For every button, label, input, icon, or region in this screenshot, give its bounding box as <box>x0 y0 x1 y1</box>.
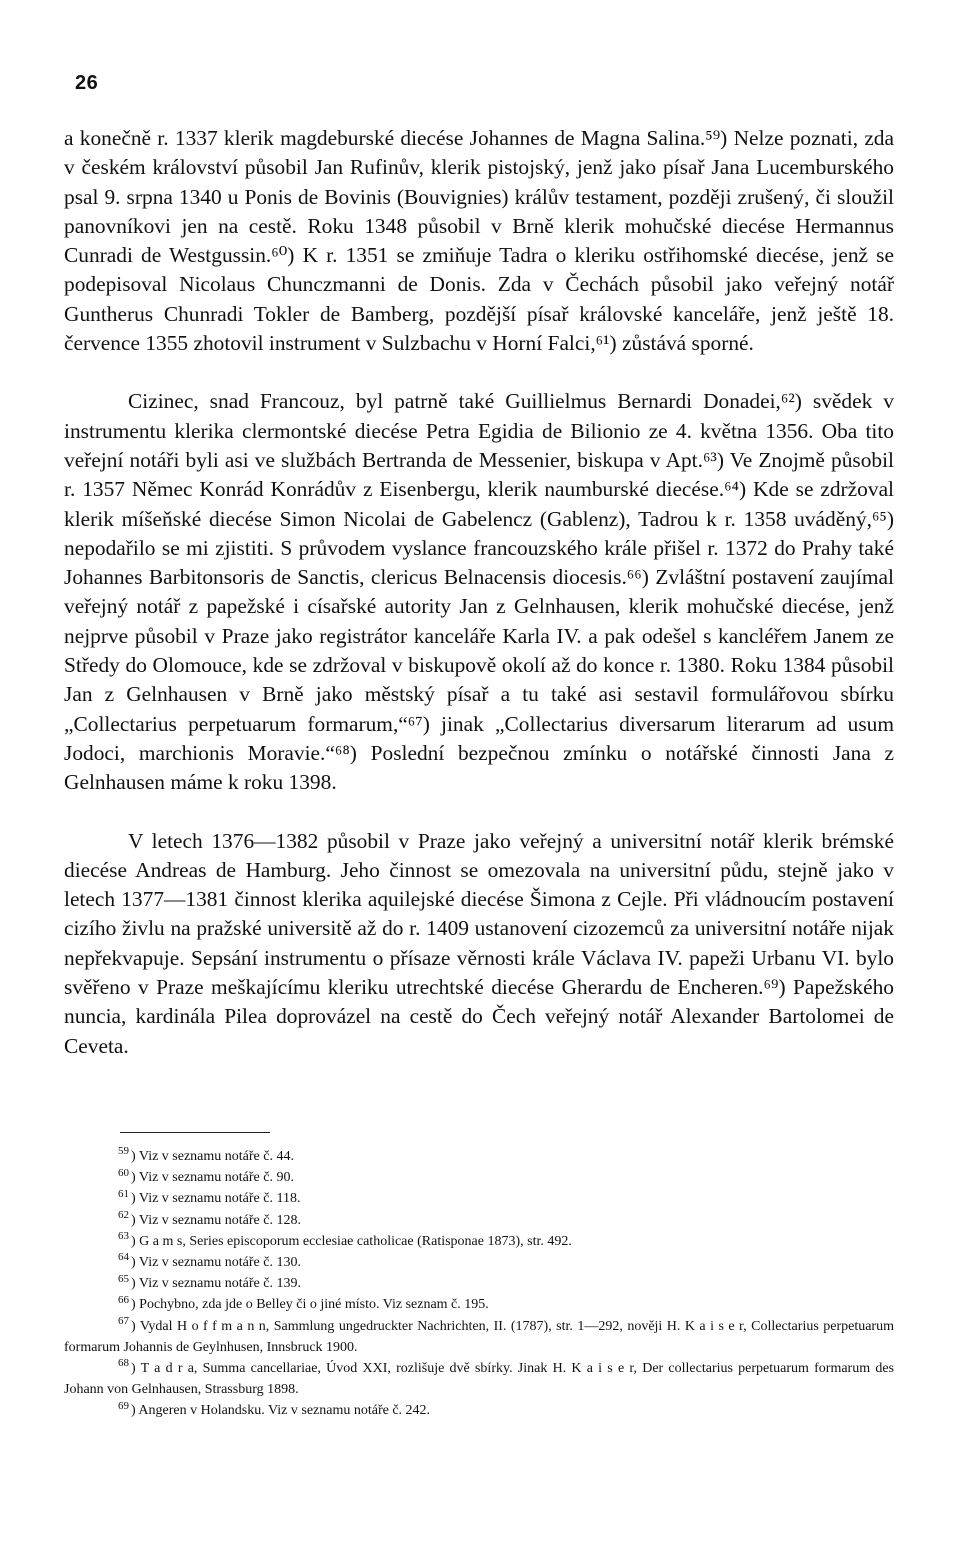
footnote-69: $^{69}$ ) Angeren v Holandsku. Viz v seznamu notáře č. 242. <box>118 1399 431 1419</box>
footnote-60: $^{60}$ ) Viz v seznamu notáře č. 90. <box>118 1166 294 1186</box>
footnote-62: $^{62}$ ) Viz v seznamu notáře č. 128. <box>118 1208 301 1228</box>
paragraph-3: V letech 1376—1382 působil v Praze jako veřejný a universitní notář klerik brémské diecése Andreas de Hamburg. Jeho činnost se omezovala na universitní půdu, stejně jako v letech 1377—1381 činnost klerika aquilejské diecése Šimona z Cejle. Při vládnoucím postavení cizího živlu na pražské universitě až do r. 1409 ustanovení cizozemců za universitní notáře nijak nepřekvapuje. Sepsání instrumentu o přísaze věrnosti krále Václava IV. papeži Urbanu VI. bylo svěřeno v Praze meškajícímu kleriku utrechtské diecése Gherardu de Encheren.⁶⁹) Papežského nuncia, kardinála Pilea doprovázel na cestě do Čech veřejný notář Alexander Bartolomei de Ceveta. <box>64 828 894 1058</box>
paragraph-1: a konečně r. 1337 klerik magdeburské diecése Johannes de Magna Salina.⁵⁹) Nelze poznati, zda v českém království působil Jan Rufinův, klerik pistojský, jenž jako písař Jana Lucemburského psal 9. srpna 1340 u Ponis de Bovinis (Bouvignies) králův testament, později zrušený, či sloužil panovníkovi jen na cestě. Roku 1348 působil v Brně klerik mohučské diecése Hermannus Cunradi de Westgussin.⁶⁰) K r. 1351 se zmiňuje Tadra o kleriku ostřihomské diecése, jenž se podepisoval Nicolaus Chunczmanni de Donis. Zda v Čechách působil jako veřejný notář Guntherus Chunradi Tokler de Bamberg, pozdější písař královské kanceláře, jenž ještě 18. července 1355 zhotovil instrument v Sulzbachu v Horní Falci,⁶¹) zůstává sporné. <box>64 126 894 356</box>
footnote-67: $^{67}$ ) Vydal H o f f m a n n, Sammlung ungedruckter Nachrichten, II. (1787), str. 1—292, nověji H. K a i s e r, Collectarius perpetuarum formarum Johannis de Geylnhusen, Innsbruck 1900. <box>64 1314 894 1355</box>
body-text <box>64 124 894 1061</box>
footnote-66: $^{66}$ ) Pochybno, zda jde o Belley či o jiné místo. Viz seznam č. 195. <box>118 1293 489 1313</box>
footnote-65: $^{65}$ ) Viz v seznamu notáře č. 139. <box>118 1272 301 1292</box>
page-number: 26 <box>75 72 99 94</box>
paragraph-2: Cizinec, snad Francouz, byl patrně také Guillielmus Bernardi Donadei,⁶²) svědek v instrumentu klerika clermontské diecése Petra Egidia de Bilionio ze 4. května 1356. Oba tito veřejní notáři byli asi ve službách Bertranda de Messenier, biskupa v Apt.⁶³) Ve Znojmě působil r. 1357 Němec Konrád Konrádův z Eisenbergu, klerik naumburské diecése.⁶⁴) Kde se zdržoval klerik míšeňské diecése Simon Nicolai de Gabelencz (Gablenz), Tadrou k r. 1358 uváděný,⁶⁵) nepodařilo se mi zjistiti. S průvodem vyslance francouzského krále přišel r. 1372 do Prahy také Johannes Barbitonsoris de Sanctis, clericus Belnacensis diocesis.⁶⁶) Zvláštní postavení zaujímal veřejný notář z papežské i císařské autority Jan z Gelnhausen, klerik mohučské diecése, jenž nejprve působil v Praze jako registrátor kanceláře Karla IV. a pak odešel s kancléřem Janem ze Středy do Olomouce, kde se zdržoval v biskupově okolí až do konce r. 1380. Roku 1384 působil Jan z Gelnhausen v Brně jako městský písař a tu také asi sestavil formulářovou sbírku „Collectarius perpetuarum formarum,“⁶⁷) jinak „Collectarius diversarum literarum ad usum Jodoci, marchionis Moravie.“⁶⁸) Poslední bezpečnou zmínku o notářské činnosti Jana z Gelnhausen máme k roku 1398. <box>64 389 894 795</box>
footnote-59: $^{59}$ ) Viz v seznamu notáře č. 44. <box>118 1145 294 1164</box>
footnote-64: $^{64}$ ) Viz v seznamu notáře č. 130. <box>118 1251 301 1271</box>
footnotes <box>64 1146 894 1422</box>
footnote-divider <box>120 1132 270 1133</box>
footnote-61: $^{61}$ ) Viz v seznamu notáře č. 118. <box>118 1187 301 1207</box>
footnote-63: $^{63}$ ) G a m s, Series episcoporum ecclesiae catholicae (Ratisponae 1873), str. 492. <box>118 1230 572 1249</box>
footnote-68: $^{68}$ ) T a d r a, Summa cancellariae, Úvod XXI, rozlišuje dvě sbírky. Jinak H. K a i s e r, Der collectarius perpetuarum formarum des Johann von Gelnhausen, Strassburg 1898. <box>64 1357 894 1398</box>
